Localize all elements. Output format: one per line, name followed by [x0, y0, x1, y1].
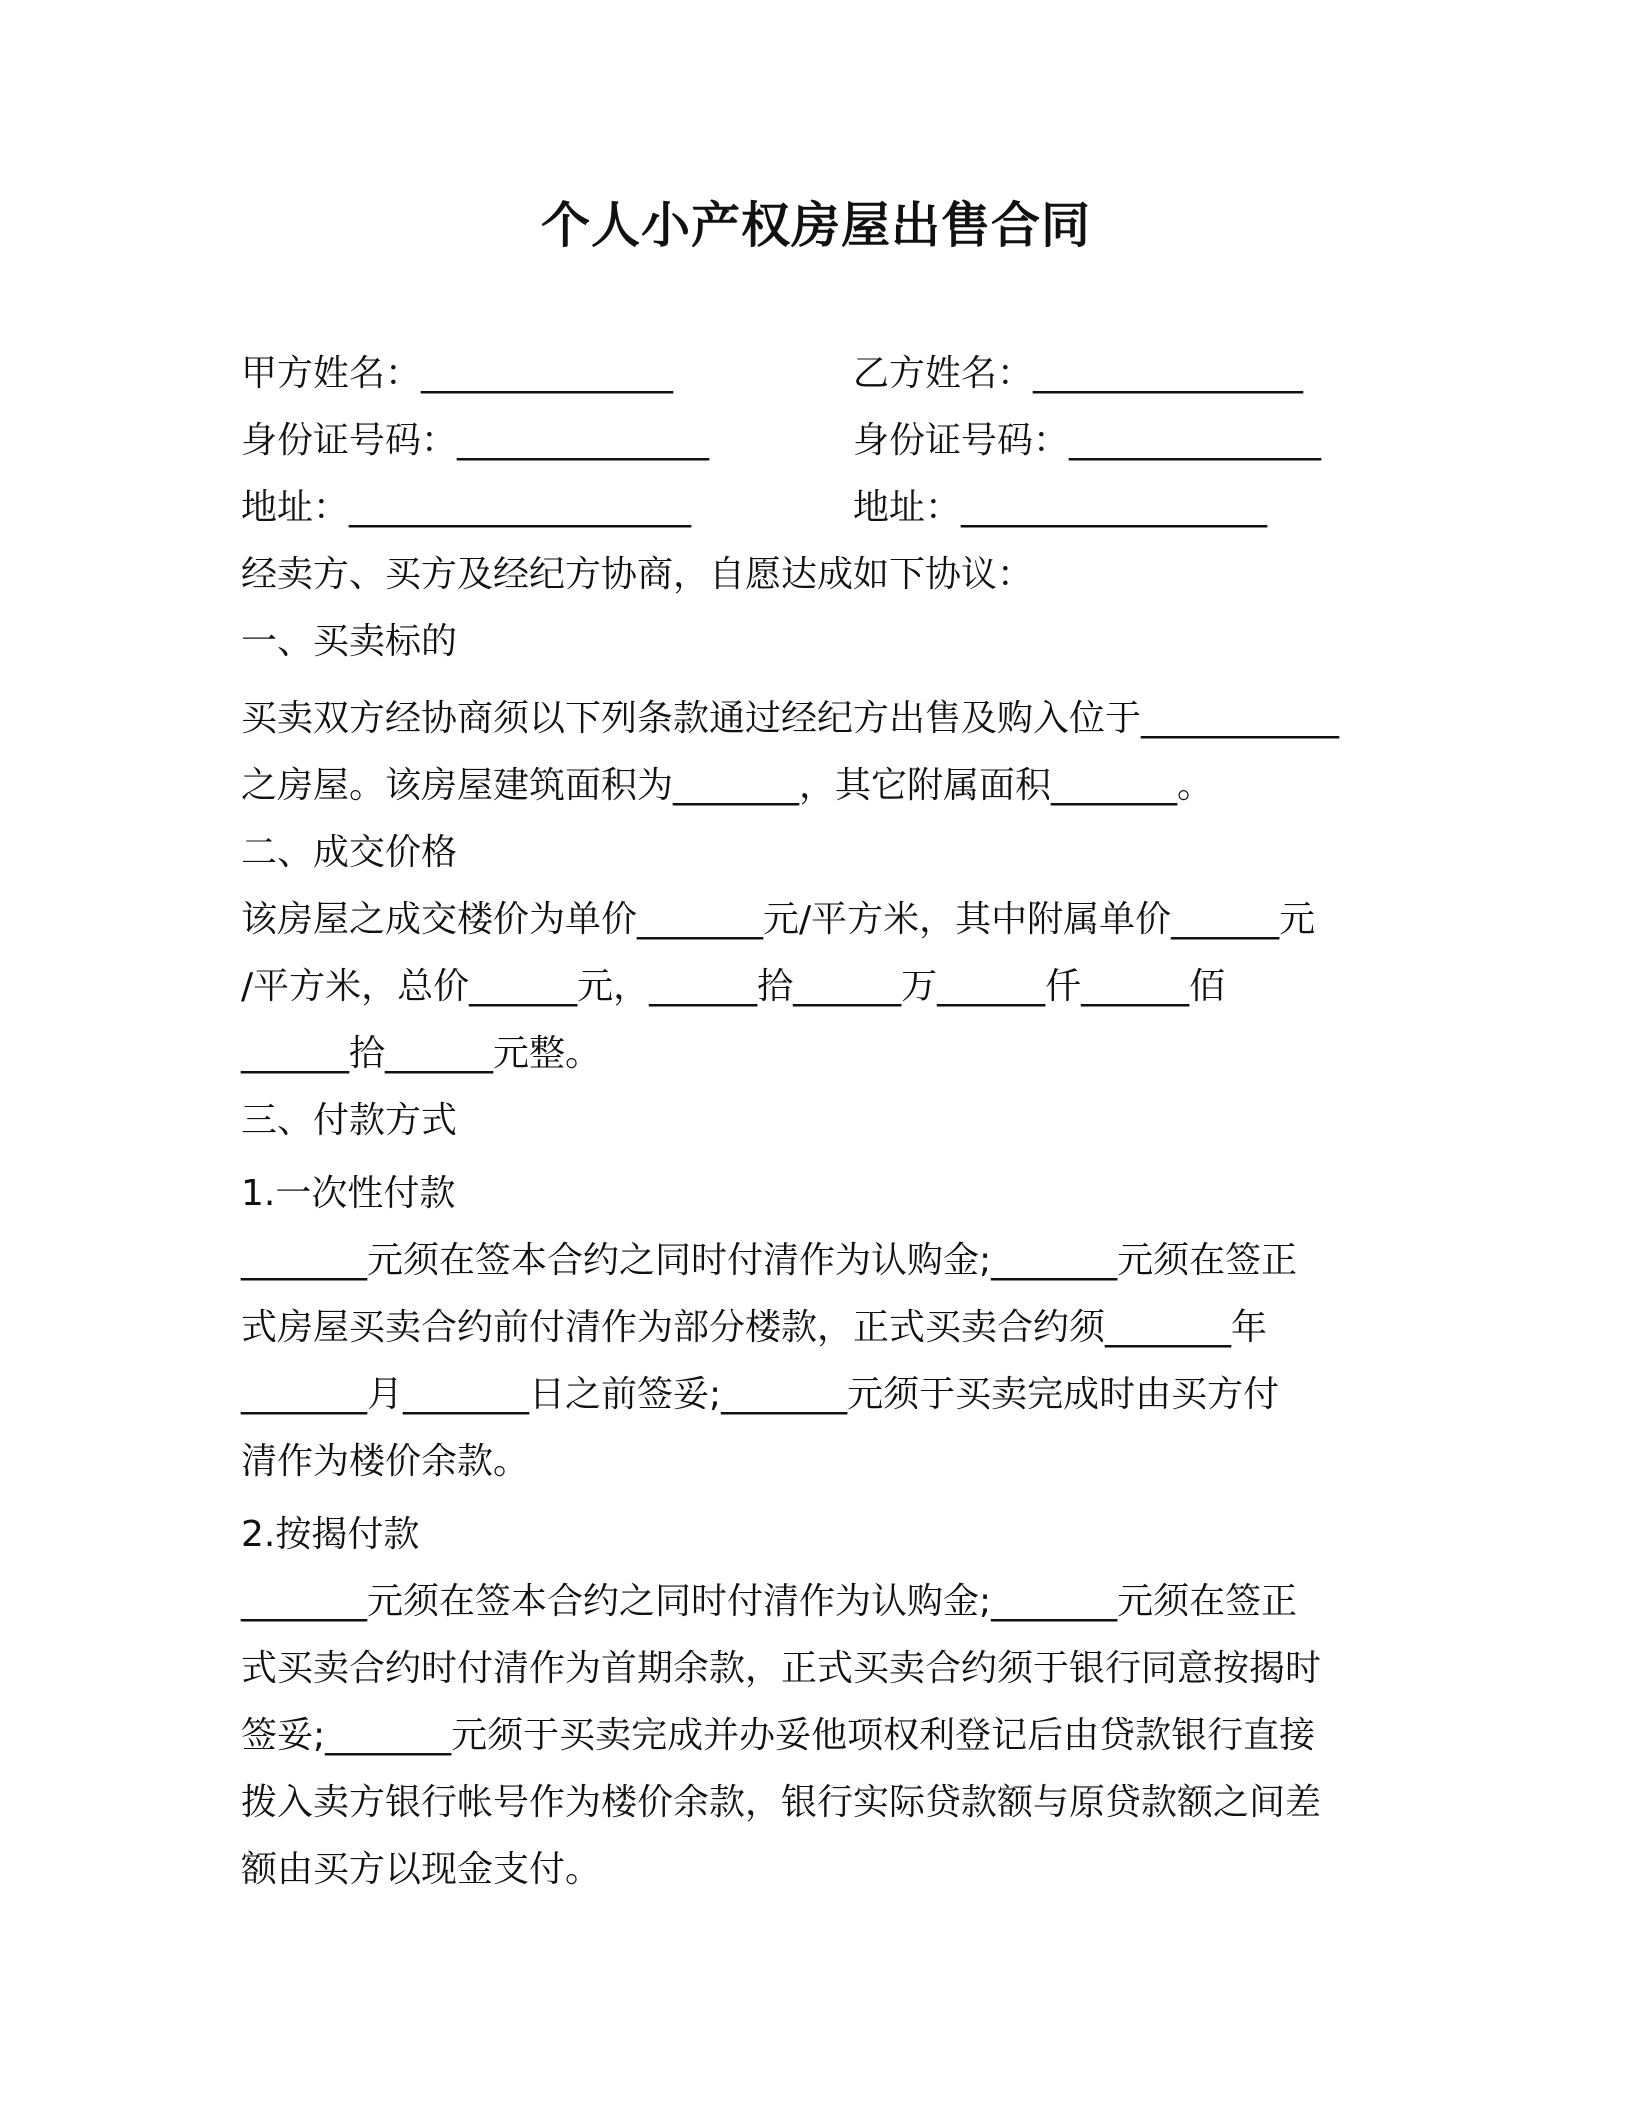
section2-line: 该房屋之成交楼价为单价_______元/平方米，其中附属单价______元	[241, 899, 1316, 940]
subsection-mortgage-heading: 2.按揭付款	[241, 1514, 420, 1555]
section2-line: ______拾______元整。	[241, 1033, 602, 1074]
mortgage-line: 拨入卖方银行帐号作为楼价余款，银行实际贷款额与原贷款额之间差	[241, 1782, 1322, 1823]
section1-heading: 一、买卖标的	[241, 621, 458, 662]
intro-text: 经卖方、买方及经纪方协商，自愿达成如下协议：	[241, 554, 1034, 595]
lump-sum-line: _______月_______日之前签妥;_______元须于买卖完成时由买方付	[241, 1374, 1280, 1415]
party-a-address-field: 地址：___________________	[241, 487, 692, 528]
section2-heading: 二、成交价格	[241, 832, 458, 873]
party-b-address-field: 地址：_________________	[853, 487, 1268, 528]
mortgage-line: 额由买方以现金支付。	[241, 1849, 602, 1890]
party-a-name-field: 甲方姓名：______________	[241, 353, 674, 394]
section1-line: 买卖双方经协商须以下列条款通过经纪方出售及购入位于___________	[241, 698, 1340, 739]
section3-heading: 三、付款方式	[241, 1100, 458, 1141]
lump-sum-line: _______元须在签本合约之同时付清作为认购金;_______元须在签正	[241, 1240, 1298, 1281]
party-id-row	[241, 407, 1391, 474]
document-body	[241, 340, 1391, 1903]
lump-sum-line: 清作为楼价余款。	[241, 1441, 530, 1482]
section2-line: /平方米，总价______元，______拾______万______仟______佰	[241, 966, 1226, 1007]
party-b-id-field: 身份证号码：______________	[853, 420, 1322, 461]
section1-line: 之房屋。该房屋建筑面积为_______，其它附属面积_______。	[241, 765, 1214, 806]
subsection-lump-sum-heading: 1.一次性付款	[241, 1173, 456, 1214]
party-a-id-field: 身份证号码：______________	[241, 420, 710, 461]
party-name-row	[241, 340, 1391, 407]
lump-sum-line: 式房屋买卖合约前付清作为部分楼款，正式买卖合约须_______年	[241, 1307, 1268, 1348]
mortgage-line: 式买卖合约时付清作为首期余款，正式买卖合约须于银行同意按揭时	[241, 1648, 1322, 1689]
party-b-name-field: 乙方姓名：_______________	[853, 353, 1304, 394]
party-address-row	[241, 474, 1391, 541]
document-title: 个人小产权房屋出售合同	[540, 197, 1091, 254]
mortgage-line: _______元须在签本合约之同时付清作为认购金;_______元须在签正	[241, 1581, 1298, 1622]
mortgage-line: 签妥;_______元须于买卖完成并办妥他项权利登记后由贷款银行直接	[241, 1715, 1316, 1756]
